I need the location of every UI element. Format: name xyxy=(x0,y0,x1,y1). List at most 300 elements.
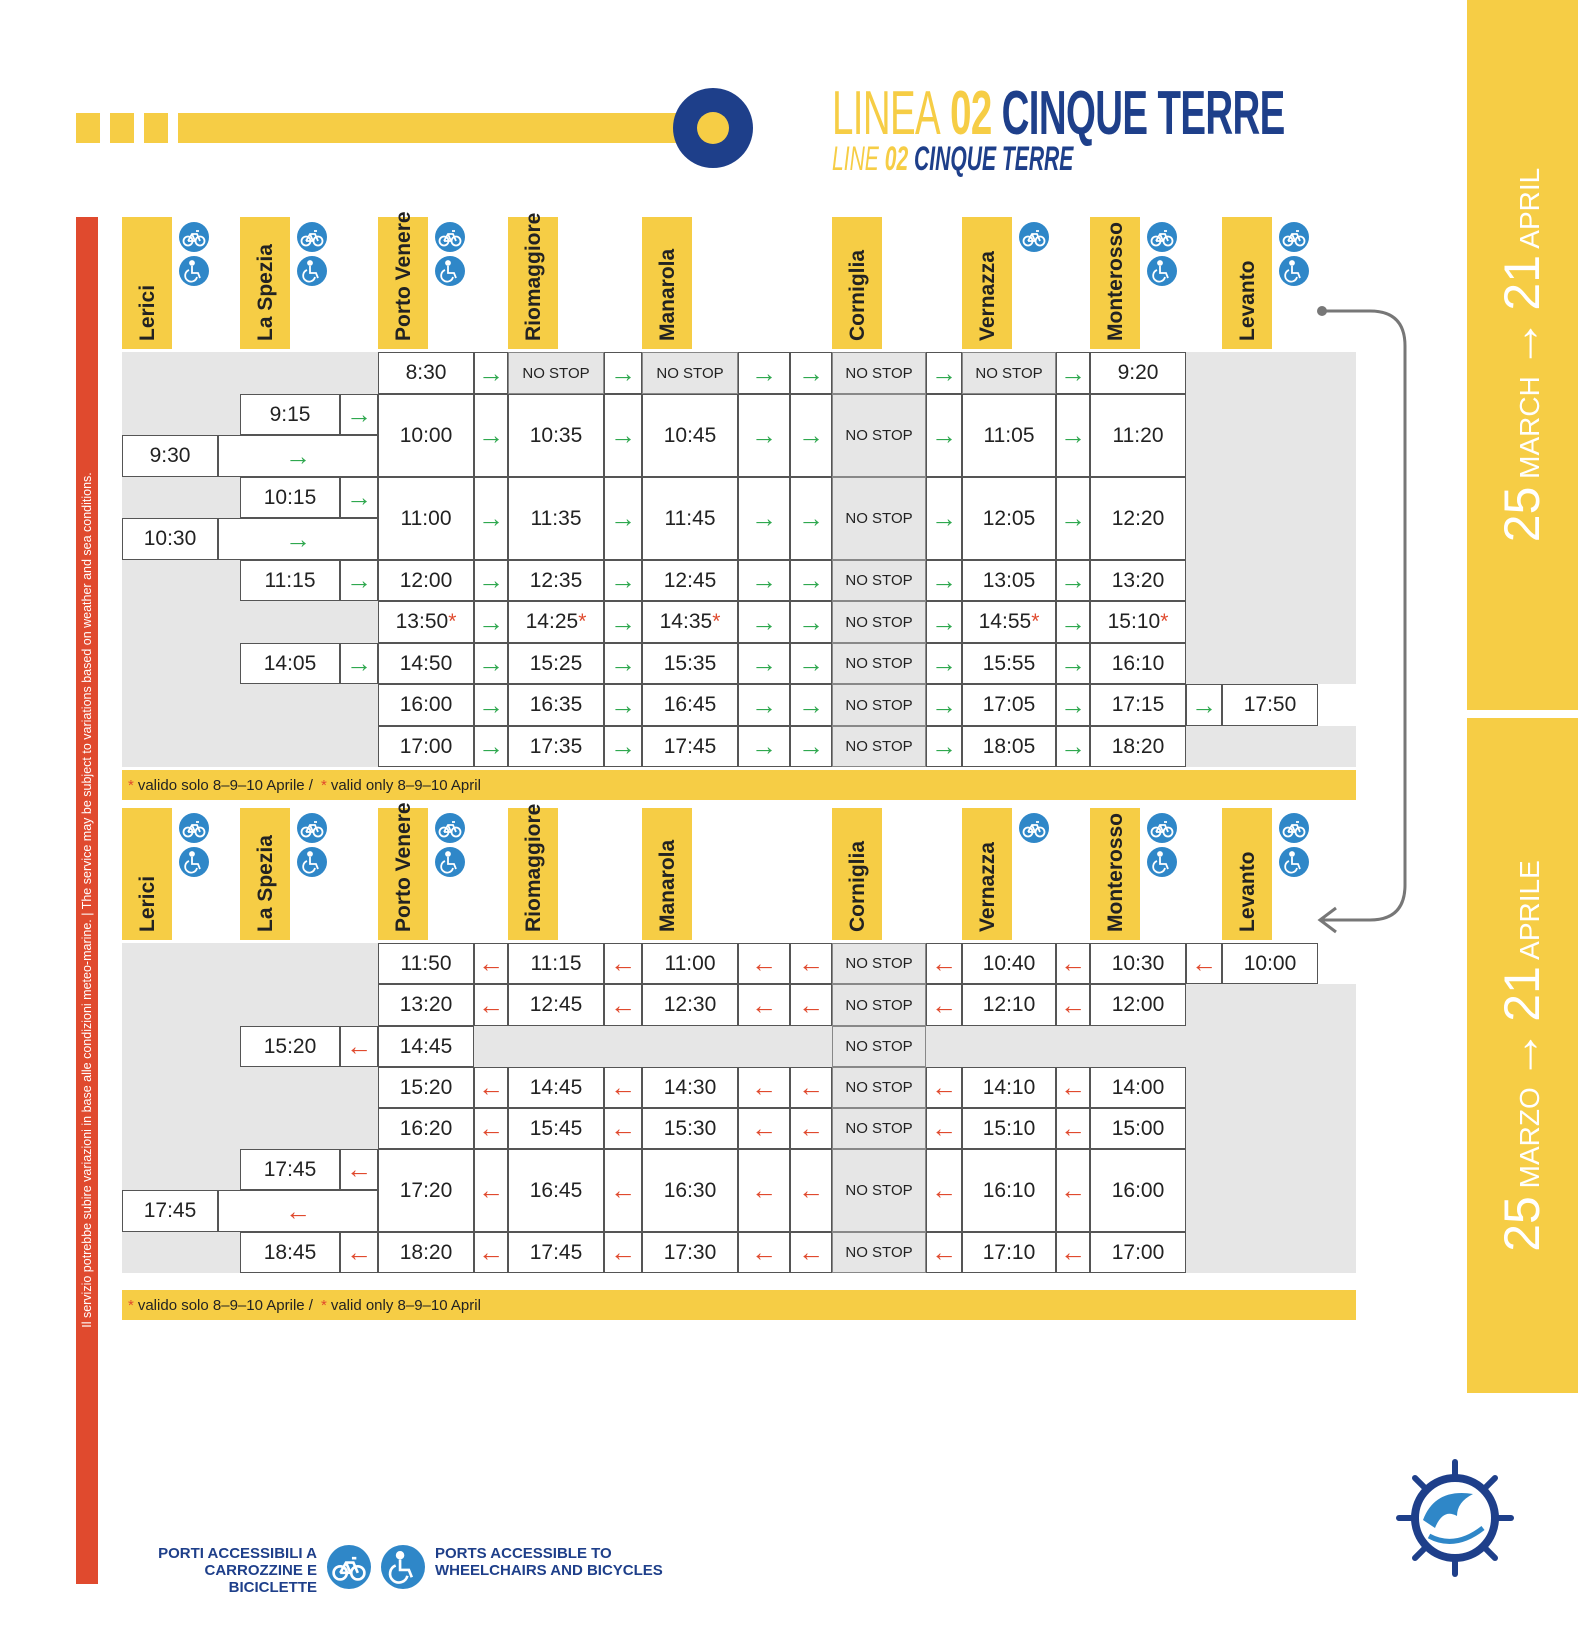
arrow-right-icon: → xyxy=(474,601,508,643)
gray-block xyxy=(240,943,378,1026)
arrow-left-icon: ← xyxy=(604,1108,642,1149)
arrow-left-icon: ← xyxy=(474,1108,508,1149)
period-it-day1: 25 xyxy=(1494,1195,1550,1252)
bicycle-icon xyxy=(327,1545,371,1589)
time-cell xyxy=(378,601,474,643)
time-text: 17:45 xyxy=(529,1240,583,1264)
wheelchair-icon xyxy=(435,847,465,877)
time-text: NO STOP xyxy=(845,1244,913,1261)
time-cell xyxy=(240,1026,340,1067)
time-cell xyxy=(962,1067,1056,1108)
time-cell xyxy=(962,643,1056,684)
time-cell xyxy=(1090,394,1186,477)
legend-en-line2: WHEELCHAIRS AND BICYCLES xyxy=(435,1562,663,1579)
time-cell xyxy=(1090,1232,1186,1273)
time-text: 17:35 xyxy=(529,734,583,758)
time-cell xyxy=(378,394,474,477)
arrow-left-icon: ← xyxy=(926,1067,962,1108)
period-en-arrow: → xyxy=(1494,318,1550,369)
arrow-right-icon: → xyxy=(604,352,642,394)
arrow-left-icon: ← xyxy=(738,1067,790,1108)
time-text: 13:20 xyxy=(1111,568,1165,592)
legend-en-line1: PORTS ACCESSIBLE TO xyxy=(435,1545,612,1562)
station-name: Lerici xyxy=(136,284,159,341)
time-text: 12:45 xyxy=(529,993,583,1016)
period-it-day2: 21 xyxy=(1494,965,1550,1022)
time-text: NO STOP xyxy=(845,1038,913,1055)
asterisk-mark: * xyxy=(320,1296,327,1314)
time-cell xyxy=(240,394,340,435)
time-text: 15:20 xyxy=(399,1075,453,1099)
arrow-right-icon: → xyxy=(474,726,508,767)
footnote-bar xyxy=(122,1290,1356,1320)
time-text: 11:15 xyxy=(530,951,582,975)
time-cell xyxy=(508,1067,604,1108)
arrow-right-icon: → xyxy=(604,477,642,560)
no-stop-cell xyxy=(832,943,926,984)
footnote-it: valido solo 8–9–10 Aprile / xyxy=(137,776,313,794)
time-text: 15:45 xyxy=(529,1116,583,1140)
time-cell xyxy=(378,684,474,726)
arrow-right-icon: → xyxy=(926,477,962,560)
arrow-left-icon: ← xyxy=(474,1149,508,1232)
arrow-right-icon: → xyxy=(926,726,962,767)
bicycle-icon xyxy=(1279,222,1309,252)
header-dash-2 xyxy=(110,113,134,143)
no-stop-cell xyxy=(832,643,926,684)
time-text: 18:20 xyxy=(1111,734,1165,758)
arrow-left-icon: ← xyxy=(926,943,962,984)
station-name: Porto Venere xyxy=(392,802,415,932)
arrow-right-icon: → xyxy=(340,560,378,601)
service-note-bar xyxy=(76,217,98,1584)
time-text: 14:35 xyxy=(659,610,713,633)
time-text: 10:00 xyxy=(1243,951,1297,975)
asterisk-mark: * xyxy=(712,610,721,633)
period-it-arrow: → xyxy=(1494,1028,1550,1079)
no-stop-cell xyxy=(832,394,926,477)
time-cell xyxy=(1090,984,1186,1026)
time-text: 11:00 xyxy=(664,951,716,975)
footnote-en: valid only 8–9–10 April xyxy=(330,776,481,794)
arrow-left-icon: ← xyxy=(474,943,508,984)
asterisk-mark: * xyxy=(128,776,134,794)
title-name: CINQUE TERRE xyxy=(1001,79,1285,148)
arrow-left-icon: ← xyxy=(790,984,832,1026)
arrow-left-icon: ← xyxy=(738,984,790,1026)
station-name: Corniglia xyxy=(846,249,869,341)
period-en-day1: 25 xyxy=(1494,486,1550,543)
time-cell xyxy=(1090,1149,1186,1232)
time-text: 10:40 xyxy=(982,951,1036,975)
no-stop-cell xyxy=(832,1149,926,1232)
arrow-left-icon: ← xyxy=(790,1067,832,1108)
station-name: La Spezia xyxy=(254,835,277,932)
arrow-left-icon: ← xyxy=(604,1149,642,1232)
time-text: 14:55 xyxy=(978,610,1032,633)
no-stop-cell xyxy=(832,684,926,726)
time-cell xyxy=(642,984,738,1026)
no-stop-cell xyxy=(508,352,604,394)
time-text: 15:55 xyxy=(982,651,1036,675)
station-name: Levanto xyxy=(1236,260,1259,341)
arrow-right-icon: → xyxy=(1056,560,1090,601)
arrow-right-icon: → xyxy=(604,560,642,601)
time-cell xyxy=(962,1232,1056,1273)
time-cell xyxy=(962,477,1056,560)
arrow-right-icon: → xyxy=(790,560,832,601)
arrow-right-icon: → xyxy=(738,726,790,767)
time-text: NO STOP xyxy=(845,1079,913,1096)
time-cell xyxy=(1090,1067,1186,1108)
time-cell xyxy=(508,477,604,560)
arrow-right-icon: → xyxy=(790,394,832,477)
title-prefix: LINEA xyxy=(832,79,941,148)
asterisk-mark: * xyxy=(578,610,587,633)
bicycle-icon xyxy=(435,222,465,252)
time-text: 14:45 xyxy=(399,1034,453,1058)
arrow-right-icon: → xyxy=(604,601,642,643)
arrow-right-icon: → xyxy=(738,394,790,477)
bicycle-icon xyxy=(435,813,465,843)
station-name: Riomaggiore xyxy=(522,212,545,341)
arrow-left-icon: ← xyxy=(604,943,642,984)
time-text: 12:45 xyxy=(663,568,717,592)
time-text: 12:10 xyxy=(982,993,1036,1016)
arrow-right-icon: → xyxy=(340,394,378,435)
gray-block xyxy=(240,601,378,643)
arrow-right-icon: → xyxy=(926,560,962,601)
time-cell xyxy=(962,601,1056,643)
time-text: 13:05 xyxy=(982,568,1036,592)
arrow-right-icon: → xyxy=(474,477,508,560)
arrow-left-icon: ← xyxy=(926,984,962,1026)
arrow-right-icon: → xyxy=(218,518,378,560)
time-cell xyxy=(642,477,738,560)
time-cell xyxy=(508,684,604,726)
period-en-month2: APRIL xyxy=(1514,167,1545,249)
subtitle-name: CINQUE TERRE xyxy=(914,140,1074,178)
time-text: NO STOP xyxy=(845,510,913,527)
time-cell xyxy=(642,1067,738,1108)
time-cell xyxy=(240,477,340,518)
time-cell xyxy=(378,726,474,767)
time-text: 17:20 xyxy=(399,1178,453,1202)
arrow-left-icon: ← xyxy=(340,1232,378,1273)
arrow-right-icon: → xyxy=(604,684,642,726)
time-text: 18:05 xyxy=(982,734,1036,758)
time-text: NO STOP xyxy=(522,364,590,382)
gray-levanto-col xyxy=(1222,352,1356,684)
station-name: Porto Venere xyxy=(392,211,415,341)
time-cell xyxy=(378,477,474,560)
header-dash-1 xyxy=(76,113,100,143)
wheelchair-icon xyxy=(297,256,327,286)
time-cell xyxy=(378,1149,474,1232)
time-text: NO STOP xyxy=(845,1120,913,1137)
arrow-right-icon: → xyxy=(926,684,962,726)
time-text: 15:35 xyxy=(663,651,717,675)
time-text: 12:05 xyxy=(982,506,1036,530)
time-cell xyxy=(508,943,604,984)
arrow-left-icon: ← xyxy=(790,1149,832,1232)
time-text: 11:05 xyxy=(983,423,1035,447)
bicycle-icon xyxy=(1279,813,1309,843)
period-it-month2: APRILE xyxy=(1514,859,1545,960)
time-cell xyxy=(642,943,738,984)
time-text: 17:10 xyxy=(982,1240,1036,1264)
no-stop-cell xyxy=(832,1108,926,1149)
arrow-left-icon: ← xyxy=(926,1108,962,1149)
time-cell xyxy=(240,643,340,684)
time-text: 14:25 xyxy=(525,610,579,633)
time-text: 10:30 xyxy=(143,527,197,550)
gray-gap xyxy=(1186,984,1222,1273)
bicycle-icon xyxy=(1019,222,1049,252)
legend-italian xyxy=(122,1545,317,1596)
time-text: 13:20 xyxy=(399,993,453,1016)
time-cell xyxy=(1222,684,1318,726)
time-cell xyxy=(642,1232,738,1273)
time-cell xyxy=(378,1026,474,1067)
arrow-right-icon: → xyxy=(474,643,508,684)
arrow-right-icon: → xyxy=(1056,601,1090,643)
footnote-it: valido solo 8–9–10 Aprile / xyxy=(137,1296,313,1314)
time-text: 16:45 xyxy=(663,693,717,716)
page-title xyxy=(832,78,1285,149)
arrow-right-icon: → xyxy=(1056,477,1090,560)
arrow-left-icon: ← xyxy=(790,1108,832,1149)
time-text: 16:00 xyxy=(399,693,453,716)
time-text: 15:20 xyxy=(263,1034,317,1058)
asterisk-mark: * xyxy=(1031,610,1040,633)
arrow-left-icon: ← xyxy=(1056,984,1090,1026)
time-cell xyxy=(508,601,604,643)
time-text: 14:45 xyxy=(529,1075,583,1099)
time-text: 8:30 xyxy=(405,361,447,384)
arrow-right-icon: → xyxy=(474,352,508,394)
time-text: 10:30 xyxy=(1111,951,1165,975)
time-text: 17:30 xyxy=(663,1240,717,1264)
time-text: 10:00 xyxy=(399,423,453,447)
station-name: Riomaggiore xyxy=(522,803,545,932)
arrow-right-icon: → xyxy=(926,643,962,684)
time-text: 9:20 xyxy=(1117,361,1159,384)
wheelchair-icon xyxy=(297,847,327,877)
time-cell xyxy=(1090,1108,1186,1149)
time-text: 12:00 xyxy=(399,568,453,592)
time-cell xyxy=(378,352,474,394)
arrow-right-icon: → xyxy=(790,684,832,726)
time-text: NO STOP xyxy=(845,996,913,1014)
time-text: 17:45 xyxy=(663,734,717,758)
gray-block xyxy=(240,684,378,767)
arrow-right-icon: → xyxy=(738,601,790,643)
arrow-right-icon: → xyxy=(738,684,790,726)
time-cell xyxy=(1222,943,1318,984)
time-text: 18:45 xyxy=(263,1240,317,1264)
service-note-text: Il servizio potrebbe subire variazioni in base alle condizioni meteo-marine. | The service may be subject to variations based on weather and sea conditions. xyxy=(80,472,94,1328)
time-text: 14:00 xyxy=(1111,1075,1165,1099)
time-text: 11:35 xyxy=(530,506,582,530)
time-text: 10:45 xyxy=(663,423,717,447)
bicycle-icon xyxy=(179,813,209,843)
time-cell xyxy=(642,1108,738,1149)
footnote-bar xyxy=(122,770,1356,800)
arrow-right-icon: → xyxy=(790,643,832,684)
wheelchair-icon xyxy=(1147,256,1177,286)
asterisk-mark: * xyxy=(1160,610,1169,633)
time-text: 17:00 xyxy=(399,734,453,758)
arrow-left-icon: ← xyxy=(926,1149,962,1232)
wheelchair-icon xyxy=(1279,256,1309,286)
period-panel-en xyxy=(1467,0,1578,710)
time-cell xyxy=(642,560,738,601)
time-text: 17:45 xyxy=(263,1157,317,1181)
time-cell xyxy=(240,1149,340,1190)
time-text: 16:30 xyxy=(663,1178,717,1202)
time-cell xyxy=(642,601,738,643)
time-text: 10:15 xyxy=(263,485,317,509)
arrow-right-icon: → xyxy=(926,601,962,643)
arrow-left-icon: ← xyxy=(340,1026,378,1067)
arrow-left-icon: ← xyxy=(604,1232,642,1273)
arrow-right-icon: → xyxy=(474,394,508,477)
bicycle-icon xyxy=(1147,222,1177,252)
time-text: NO STOP xyxy=(845,696,913,714)
time-cell xyxy=(642,684,738,726)
time-text: 15:10 xyxy=(1107,610,1161,633)
time-cell xyxy=(1090,601,1186,643)
wheelchair-icon xyxy=(1147,847,1177,877)
gray-block xyxy=(240,352,378,394)
arrow-right-icon: → xyxy=(604,643,642,684)
no-stop-cell xyxy=(832,601,926,643)
wheelchair-icon xyxy=(179,256,209,286)
no-stop-cell xyxy=(832,477,926,560)
time-text: 16:00 xyxy=(1111,1178,1165,1202)
arrow-right-icon: → xyxy=(474,684,508,726)
period-it-month1: MARZO xyxy=(1514,1086,1545,1188)
time-cell xyxy=(642,394,738,477)
wheelchair-icon xyxy=(381,1545,425,1589)
arrow-left-icon: ← xyxy=(1056,1108,1090,1149)
gray-levanto-col xyxy=(1222,726,1356,767)
time-cell xyxy=(240,560,340,601)
time-text: 18:20 xyxy=(399,1240,453,1264)
time-text: 17:00 xyxy=(1111,1240,1165,1264)
gray-levanto-col xyxy=(1222,984,1356,1273)
arrow-right-icon: → xyxy=(604,726,642,767)
time-cell xyxy=(378,943,474,984)
wheelchair-icon xyxy=(179,847,209,877)
footnote-en: valid only 8–9–10 April xyxy=(330,1296,481,1314)
arrow-left-icon: ← xyxy=(218,1190,378,1232)
arrow-right-icon: → xyxy=(1056,643,1090,684)
arrow-right-icon: → xyxy=(926,352,962,394)
bicycle-icon xyxy=(297,222,327,252)
time-text: NO STOP xyxy=(845,655,913,672)
arrow-left-icon: ← xyxy=(474,1232,508,1273)
time-cell xyxy=(1090,477,1186,560)
bicycle-icon xyxy=(179,222,209,252)
no-stop-cell xyxy=(832,352,926,394)
legend-it-line2: CARROZZINE E BICICLETTE xyxy=(204,1562,317,1596)
arrow-right-icon: → xyxy=(1056,352,1090,394)
time-text: 14:05 xyxy=(263,651,317,675)
asterisk-mark: * xyxy=(128,1296,134,1314)
subtitle-number: 02 xyxy=(884,140,909,178)
time-cell xyxy=(378,984,474,1026)
time-text: NO STOP xyxy=(975,364,1043,382)
time-cell xyxy=(1090,352,1186,394)
legend-it-line1: PORTI ACCESSIBILI A xyxy=(158,1545,317,1562)
arrow-left-icon: ← xyxy=(340,1149,378,1190)
time-text: 16:10 xyxy=(1111,651,1165,675)
no-stop-cell xyxy=(832,984,926,1026)
time-cell xyxy=(508,1108,604,1149)
time-text: NO STOP xyxy=(845,427,913,444)
time-text: 11:45 xyxy=(664,506,716,530)
arrow-left-icon: ← xyxy=(738,1108,790,1149)
time-text: 16:35 xyxy=(529,693,583,716)
arrow-right-icon: → xyxy=(738,643,790,684)
no-stop-cell xyxy=(832,1026,926,1067)
station-name: Monterosso xyxy=(1104,221,1127,341)
dolphin-helm-logo xyxy=(1395,1458,1515,1578)
time-text: NO STOP xyxy=(656,364,724,382)
time-cell xyxy=(508,394,604,477)
time-cell xyxy=(508,1232,604,1273)
time-cell xyxy=(962,394,1056,477)
no-stop-cell xyxy=(832,726,926,767)
time-cell xyxy=(1090,726,1186,767)
arrow-left-icon: ← xyxy=(604,984,642,1026)
time-text: 17:05 xyxy=(982,693,1036,716)
time-cell xyxy=(378,1232,474,1273)
arrow-right-icon: → xyxy=(604,394,642,477)
period-panel-it xyxy=(1467,718,1578,1393)
arrow-right-icon: → xyxy=(1056,394,1090,477)
time-text: 16:10 xyxy=(982,1178,1036,1202)
time-text: 10:35 xyxy=(529,423,583,447)
time-text: 15:25 xyxy=(529,651,583,675)
time-text: NO STOP xyxy=(845,955,913,972)
header-dash-3 xyxy=(144,113,168,143)
time-cell xyxy=(378,1067,474,1108)
time-text: NO STOP xyxy=(845,738,913,755)
time-text: NO STOP xyxy=(845,572,913,589)
time-cell xyxy=(962,684,1056,726)
station-name: Monterosso xyxy=(1104,812,1127,932)
wheelchair-icon xyxy=(435,256,465,286)
wheelchair-icon xyxy=(1279,847,1309,877)
time-text: 12:30 xyxy=(663,993,717,1016)
station-name: Corniglia xyxy=(846,840,869,932)
subtitle-prefix: LINE xyxy=(832,140,879,178)
time-text: 12:35 xyxy=(529,568,583,592)
station-name: Levanto xyxy=(1236,851,1259,932)
period-en-day2: 21 xyxy=(1494,254,1550,311)
time-cell xyxy=(1090,560,1186,601)
station-name: Manarola xyxy=(656,248,679,341)
arrow-left-icon: ← xyxy=(474,1067,508,1108)
arrow-right-icon: → xyxy=(738,352,790,394)
arrow-right-icon: → xyxy=(1056,726,1090,767)
time-cell xyxy=(1090,943,1186,984)
time-cell xyxy=(642,1149,738,1232)
time-text: 15:00 xyxy=(1111,1116,1165,1140)
